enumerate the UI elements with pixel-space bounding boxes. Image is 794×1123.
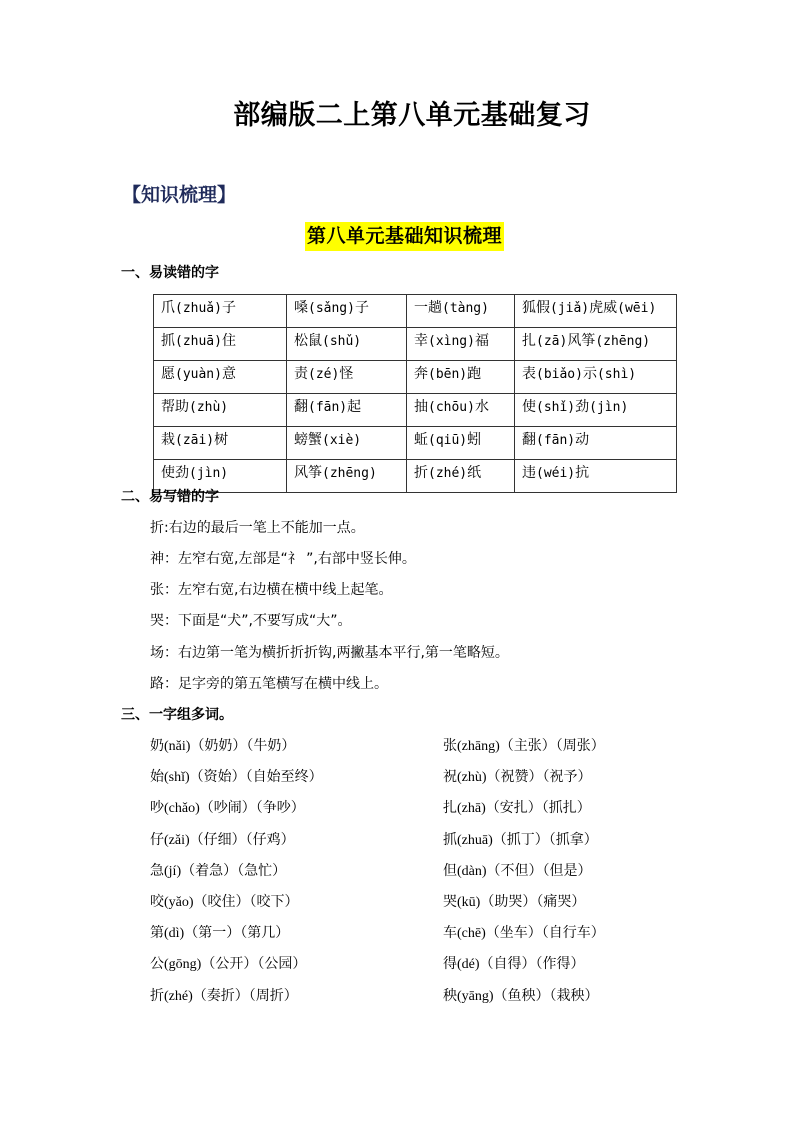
pinyin: (xiè) bbox=[322, 433, 362, 448]
pinyin: (kū) bbox=[457, 895, 481, 910]
writing-note: 路：足字旁的第五笔横写在横中线上。 bbox=[150, 676, 388, 692]
pinyin: (sǎng) bbox=[308, 301, 355, 316]
hanzi: 翻 bbox=[522, 432, 536, 448]
word-group-item bbox=[443, 986, 599, 1007]
hanzi: 奔 bbox=[414, 366, 428, 382]
pinyin: (jìn) bbox=[589, 400, 629, 415]
hanzi: 子 bbox=[221, 300, 236, 316]
word-list: （主张）（周张） bbox=[499, 738, 605, 754]
hanzi: 车 bbox=[443, 925, 457, 941]
hanzi: 虎威 bbox=[589, 300, 618, 316]
pinyin: (fān) bbox=[308, 400, 348, 415]
hanzi: 子 bbox=[354, 300, 369, 316]
table-cell bbox=[154, 295, 287, 328]
subtitle: 第八单元基础知识梳理 bbox=[307, 225, 503, 247]
pinyin: (shǐ) bbox=[536, 400, 576, 415]
hanzi: 螃蟹 bbox=[294, 432, 322, 448]
pinyin: (zhù) bbox=[189, 400, 229, 415]
hanzi: 怪 bbox=[339, 366, 354, 382]
pinyin: (zhēng) bbox=[322, 466, 377, 481]
pinyin: (wéi) bbox=[536, 466, 576, 481]
hanzi: 风筝 bbox=[567, 333, 596, 349]
table-cell bbox=[515, 328, 677, 361]
section-heading-misread: 一、易读错的字 bbox=[121, 265, 219, 281]
writing-note: 张：左窄右宽,右边横在横中线上起笔。 bbox=[150, 582, 393, 598]
table-row bbox=[154, 460, 677, 493]
hanzi: 一趟 bbox=[414, 300, 442, 316]
hanzi: 折 bbox=[414, 465, 428, 481]
pinyin: (dì) bbox=[164, 926, 185, 941]
word-list: （公开）（公园） bbox=[201, 956, 307, 972]
hanzi: 示 bbox=[582, 366, 597, 382]
page-title: 部编版二上第八单元基础复习 bbox=[233, 100, 591, 131]
word-list: （祝赞）（祝予） bbox=[486, 769, 592, 785]
table-cell bbox=[407, 394, 515, 427]
writing-note: 哭：下面是“犬”,不要写成“大”。 bbox=[150, 613, 352, 629]
pinyin: (zhā) bbox=[457, 801, 486, 816]
word-list: （不但）（但是） bbox=[486, 863, 592, 879]
pinyin: (dàn) bbox=[457, 864, 487, 879]
hanzi: 吵 bbox=[150, 800, 164, 816]
hanzi: 扎 bbox=[522, 333, 536, 349]
hanzi: 但 bbox=[443, 863, 457, 879]
section-heading-miswritten: 二、易写错的字 bbox=[121, 489, 219, 505]
table-row bbox=[154, 394, 677, 427]
word-group-item bbox=[150, 798, 305, 819]
pinyin: (dé) bbox=[457, 957, 480, 972]
word-group-item bbox=[150, 767, 323, 788]
hanzi: 使 bbox=[522, 399, 536, 415]
word-list: （奏折）（周折） bbox=[192, 988, 298, 1004]
hanzi: 风筝 bbox=[294, 465, 322, 481]
word-group-item bbox=[443, 892, 585, 913]
table-cell bbox=[515, 361, 677, 394]
table-cell bbox=[515, 394, 677, 427]
hanzi: 仔 bbox=[150, 832, 164, 848]
pinyin: (tàng) bbox=[442, 301, 489, 316]
table-cell bbox=[287, 295, 407, 328]
table-cell bbox=[407, 460, 515, 493]
word-list: （仔细）（仔鸡） bbox=[189, 832, 295, 848]
pinyin: (jí) bbox=[164, 864, 182, 879]
pinyin: (bēn) bbox=[428, 367, 468, 382]
writing-note: 神：左窄右宽,左部是“礻 ”,右部中竖长伸。 bbox=[150, 551, 416, 567]
hanzi: 第 bbox=[150, 925, 164, 941]
table-cell bbox=[287, 427, 407, 460]
table-cell bbox=[154, 427, 287, 460]
hanzi: 松鼠 bbox=[294, 333, 322, 349]
writing-note: 场：右边第一笔为横折折折钩,两撇基本平行,第一笔略短。 bbox=[150, 645, 509, 661]
hanzi: 违 bbox=[522, 465, 536, 481]
pinyin: (chǎo) bbox=[164, 801, 200, 816]
pinyin: (zhé) bbox=[164, 989, 193, 1004]
hanzi: 责 bbox=[294, 366, 308, 382]
table-cell bbox=[515, 295, 677, 328]
hanzi: 树 bbox=[214, 432, 229, 448]
table-cell bbox=[287, 394, 407, 427]
hanzi: 急 bbox=[150, 863, 164, 879]
word-list: （自得）（作得） bbox=[479, 956, 585, 972]
pinyin: (shǐ) bbox=[164, 770, 190, 785]
hanzi: 抓 bbox=[443, 832, 457, 848]
hanzi: 咬 bbox=[150, 894, 164, 910]
pinyin: (gōng) bbox=[164, 957, 202, 972]
table-cell bbox=[407, 328, 515, 361]
word-list: （安扎）（抓扎） bbox=[485, 800, 591, 816]
word-list: （助哭）（痛哭） bbox=[480, 894, 586, 910]
table-cell bbox=[287, 361, 407, 394]
table-cell bbox=[154, 394, 287, 427]
pinyin: (zhé) bbox=[428, 466, 468, 481]
hanzi: 幸 bbox=[414, 333, 428, 349]
word-group-item bbox=[150, 954, 306, 975]
table-cell bbox=[407, 295, 515, 328]
hanzi: 抽 bbox=[414, 399, 428, 415]
word-group-item bbox=[443, 736, 605, 757]
word-list: （吵闹）（争吵） bbox=[199, 800, 305, 816]
hanzi: 使劲 bbox=[161, 465, 189, 481]
pinyin: (yǎo) bbox=[164, 895, 194, 910]
table-cell bbox=[154, 361, 287, 394]
hanzi: 起 bbox=[347, 399, 362, 415]
misread-characters-table bbox=[153, 294, 677, 493]
pinyin: (wēi) bbox=[617, 301, 657, 316]
hanzi: 劲 bbox=[575, 399, 590, 415]
hanzi: 抗 bbox=[575, 465, 590, 481]
hanzi: 意 bbox=[221, 366, 236, 382]
hanzi: 住 bbox=[221, 333, 236, 349]
hanzi: 水 bbox=[474, 399, 489, 415]
pinyin: (zā) bbox=[536, 334, 568, 349]
word-list: （奶奶）（牛奶） bbox=[190, 738, 296, 754]
hanzi: 抓 bbox=[161, 333, 175, 349]
table-cell bbox=[407, 427, 515, 460]
pinyin: (zhāng) bbox=[457, 739, 500, 754]
hanzi: 奶 bbox=[150, 738, 164, 754]
table-row bbox=[154, 427, 677, 460]
pinyin: (chōu) bbox=[428, 400, 475, 415]
table-cell bbox=[515, 427, 677, 460]
table-cell bbox=[287, 328, 407, 361]
hanzi: 栽 bbox=[161, 432, 175, 448]
hanzi: 跑 bbox=[467, 366, 482, 382]
pinyin: (zhù) bbox=[457, 770, 487, 785]
pinyin: (zhuǎ) bbox=[175, 301, 222, 316]
pinyin: (fān) bbox=[536, 433, 576, 448]
table-cell bbox=[407, 361, 515, 394]
hanzi: 秧 bbox=[443, 988, 457, 1004]
hanzi: 祝 bbox=[443, 769, 457, 785]
hanzi: 帮助 bbox=[161, 399, 189, 415]
table-cell bbox=[515, 460, 677, 493]
word-group-item bbox=[443, 923, 605, 944]
section-heading-word-groups: 三、一字组多词。 bbox=[121, 707, 233, 723]
word-group-item bbox=[443, 830, 598, 851]
hanzi: 嗓 bbox=[294, 300, 308, 316]
hanzi: 扎 bbox=[443, 800, 457, 816]
pinyin: (shì) bbox=[596, 367, 637, 382]
hanzi: 愿 bbox=[161, 366, 175, 382]
pinyin: (zhuā) bbox=[457, 833, 493, 848]
hanzi: 动 bbox=[575, 432, 590, 448]
hanzi: 蚓 bbox=[467, 432, 482, 448]
word-group-item bbox=[150, 736, 295, 757]
knowledge-heading: 【知识梳理】 bbox=[122, 184, 237, 206]
hanzi: 福 bbox=[474, 333, 489, 349]
pinyin: (yuàn) bbox=[175, 367, 222, 382]
hanzi: 始 bbox=[150, 769, 164, 785]
hanzi: 公 bbox=[150, 956, 164, 972]
word-group-item bbox=[443, 954, 585, 975]
word-list: （坐车）（自行车） bbox=[485, 925, 605, 941]
word-list: （资始）（自始至终） bbox=[189, 769, 323, 785]
table-cell bbox=[154, 328, 287, 361]
word-group-item bbox=[443, 861, 592, 882]
table-row bbox=[154, 361, 677, 394]
hanzi: 哭 bbox=[443, 894, 457, 910]
word-list: （着急）（急忙） bbox=[181, 863, 287, 879]
hanzi: 折 bbox=[150, 988, 164, 1004]
pinyin: (shǔ) bbox=[322, 334, 362, 349]
hanzi: 得 bbox=[443, 956, 457, 972]
pinyin: (jiǎ) bbox=[550, 301, 590, 316]
pinyin: (nǎi) bbox=[164, 739, 191, 754]
word-group-item bbox=[150, 830, 295, 851]
table-row bbox=[154, 295, 677, 328]
pinyin: (chē) bbox=[457, 926, 486, 941]
pinyin: (jìn) bbox=[189, 466, 229, 481]
pinyin: (zāi) bbox=[175, 433, 215, 448]
hanzi: 表 bbox=[522, 366, 536, 382]
pinyin: (zhuā) bbox=[175, 334, 222, 349]
table-cell bbox=[287, 460, 407, 493]
table-row bbox=[154, 328, 677, 361]
pinyin: (qiū) bbox=[428, 433, 468, 448]
hanzi: 爪 bbox=[161, 300, 175, 316]
writing-note: 折:右边的最后一笔上不能加一点。 bbox=[150, 520, 365, 536]
hanzi: 狐假 bbox=[522, 300, 550, 316]
pinyin: (zǎi) bbox=[164, 833, 190, 848]
word-list: （咬住）（咬下） bbox=[193, 894, 299, 910]
word-group-item bbox=[150, 892, 299, 913]
pinyin: (biǎo) bbox=[536, 367, 583, 382]
word-group-item bbox=[150, 861, 286, 882]
hanzi: 纸 bbox=[467, 465, 482, 481]
hanzi: 翻 bbox=[294, 399, 308, 415]
word-list: （鱼秧）（栽秧） bbox=[493, 988, 599, 1004]
word-group-item bbox=[150, 986, 298, 1007]
word-group-item bbox=[443, 767, 592, 788]
pinyin: (zé) bbox=[308, 367, 340, 382]
pinyin: (zhēng) bbox=[595, 334, 651, 349]
word-group-item bbox=[150, 923, 289, 944]
word-list: （抓丁）（抓拿） bbox=[492, 832, 598, 848]
word-group-item bbox=[443, 798, 591, 819]
pinyin: (yāng) bbox=[457, 989, 494, 1004]
hanzi: 张 bbox=[443, 738, 457, 754]
hanzi: 蚯 bbox=[414, 432, 428, 448]
word-list: （第一）（第几） bbox=[184, 925, 290, 941]
pinyin: (xìng) bbox=[428, 334, 475, 349]
subtitle-highlight bbox=[305, 222, 504, 251]
